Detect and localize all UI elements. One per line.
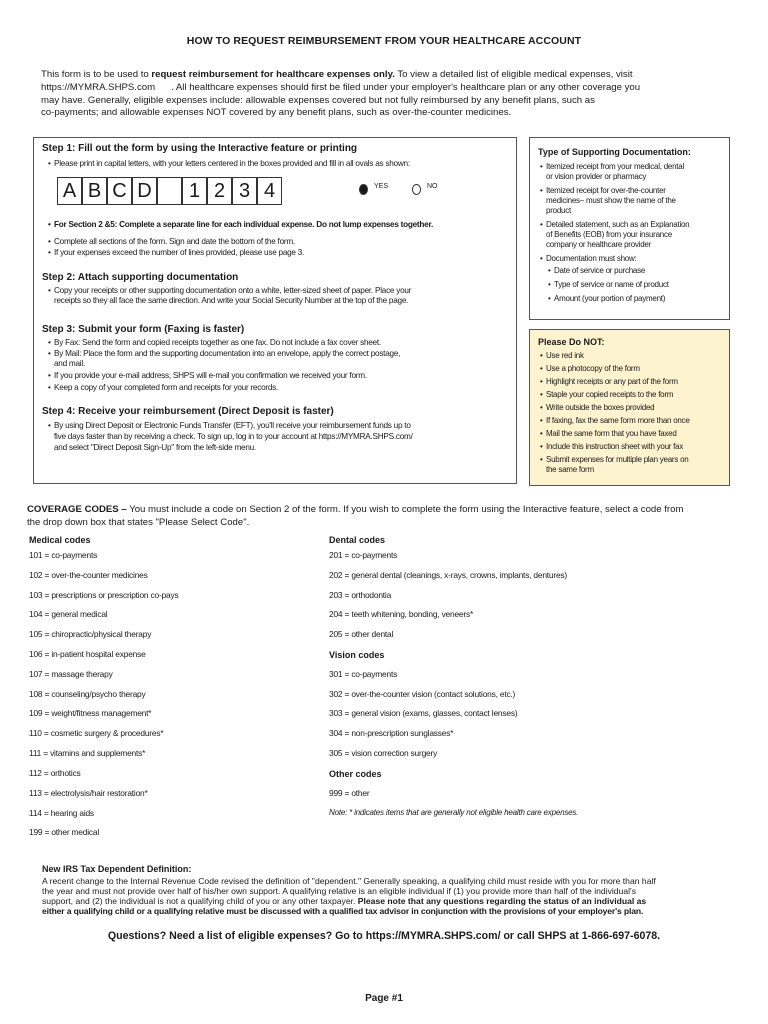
tax-line3 [42, 896, 742, 906]
step1-complete-note: • Complete all sections of the form. Sign and date the bottom of the form. [54, 237, 514, 247]
step3-email: • If you provide your e-mail address, SHPS will e-mail you confirmation we received your form. [54, 371, 514, 381]
tax-line3-text: support, and (2) the individual is not a qualifying child of you or any other taxpayer. [42, 896, 358, 906]
vision-code: 305 = vision correction surgery [329, 748, 438, 758]
other-code: 999 = other [329, 788, 370, 798]
coverage-text-cont: the drop down box that states "Please Select Code". [27, 516, 250, 528]
supporting-docs-box [529, 137, 730, 320]
vision-code: 304 = non-prescription sunglasses* [329, 728, 454, 738]
medical-code: 101 = co-payments [29, 550, 98, 560]
letter-box: 3 [232, 177, 257, 205]
support-item-cont: of Benefits (EOB) from your insurance [546, 230, 672, 239]
support-item: • Itemized receipt from your medical, dental [546, 162, 684, 172]
step3-copy: • Keep a copy of your completed form and receipts for your records. [54, 383, 514, 393]
support-item-cont: company or healthcare provider [546, 240, 652, 249]
intro-paragraph [41, 69, 731, 120]
do-not-item: • Include this instruction sheet with your fax [546, 442, 683, 452]
do-not-item: • Use a photocopy of the form [546, 364, 640, 374]
tax-line3-bold: Please note that any questions regarding the status of an individual as [357, 896, 647, 906]
do-not-item: • Highlight receipts or any part of the form [546, 377, 678, 387]
steps-box [33, 137, 517, 484]
dental-code: 203 = orthodontia [329, 590, 392, 600]
support-item-cont: or vision provider or pharmacy [546, 172, 647, 181]
yes-label: YES [374, 183, 389, 190]
letter-box: C [107, 177, 132, 205]
medical-code: 109 = weight/fitness management* [29, 708, 152, 718]
tax-heading: New IRS Tax Dependent Definition: [42, 864, 192, 874]
step4-heading: Step 4: Receive your reimbursement (Direct Deposit is faster) [42, 406, 334, 417]
step4-line2: five days faster than by receiving a check. To sign up, log in to your account at https://MYMRA.SHPS.com/ [54, 432, 413, 441]
support-sub-item: • Type of service or name of product [554, 280, 669, 290]
tax-line4: either a qualifying child or a qualifying relative must be discussed with a qualified tax advisor in conjunction with the provisions of your employer's plan. [42, 906, 644, 916]
medical-code: 107 = massage therapy [29, 669, 113, 679]
medical-code: 110 = cosmetic surgery & procedures* [29, 728, 164, 738]
no-label: NO [427, 183, 438, 190]
do-not-item: • Staple your copied receipts to the form [546, 390, 673, 400]
medical-code: 102 = over-the-counter medicines [29, 570, 148, 580]
medical-code: 106 = in-patient hospital expense [29, 649, 146, 659]
dental-code: 201 = co-payments [329, 550, 398, 560]
step3-heading: Step 3: Submit your form (Faxing is faster) [42, 324, 245, 335]
vision-code: 303 = general vision (exams, glasses, contact lenses) [329, 708, 518, 718]
medical-codes-heading: Medical codes [29, 535, 91, 545]
page-number: Page #1 [365, 993, 403, 1004]
do-not-item-cont: the same form [546, 465, 594, 474]
step3-mail-cont: and mail. [54, 359, 85, 368]
letter-box: 4 [257, 177, 282, 205]
dental-codes-heading: Dental codes [329, 535, 386, 545]
questions-line: Questions? Need a list of eligible expenses? Go to https://MYMRA.SHPS.com/ or call SHPS at 1-866-697-6078. [107, 930, 661, 942]
support-item-cont: product [546, 206, 571, 215]
step1-print-note: • Please print in capital letters, with your letters centered in the boxes provided and fill in all ovals as shown: [54, 159, 514, 169]
page-title: HOW TO REQUEST REIMBURSEMENT FROM YOUR HEALTHCARE ACCOUNT [186, 35, 582, 47]
step4-line3: and select "Direct Deposit Sign-Up" from the left-side menu. [54, 443, 256, 452]
intro-line2: . All healthcare expenses should first be filed under your employer's healthcare plan or any other coverage you [171, 81, 641, 93]
step3-mail: • By Mail: Place the form and the supporting documentation into an envelope, apply the correct postage, [54, 349, 514, 359]
step2-line2: receipts so they all face the same direction. And write your Social Security Number at the top of the page. [54, 296, 409, 305]
codes-note: Note: * indicates items that are generally not eligible health care expenses. [329, 808, 579, 817]
medical-code: 113 = electrolysis/hair restoration* [29, 788, 148, 798]
vision-code: 302 = over-the-counter vision (contact solutions, etc.) [329, 689, 516, 699]
letter-box: 2 [207, 177, 232, 205]
intro-url: https://MYMRA.SHPS.com [41, 81, 156, 93]
coverage-text: You must include a code on Section 2 of the form. If you wish to complete the form using the Interactive feature, select a code from [126, 504, 684, 515]
medical-code: 114 = hearing aids [29, 808, 94, 818]
medical-code: 111 = vitamins and supplements* [29, 748, 146, 758]
letter-box: D [132, 177, 157, 205]
filled-oval-icon [359, 184, 368, 195]
intro-post: To view a detailed list of eligible medical expenses, visit [394, 69, 633, 80]
tax-line1: A recent change to the Internal Revenue Code revised the definition of "dependent." Generally speaking, a qualifying child must reside with you for more than half [42, 876, 656, 886]
vision-codes-heading: Vision codes [329, 650, 385, 660]
tax-line2: the year and must not provide over half of his/her own support. A qualifying relative is an eligible individual if (1) you provide more than half of the individual's [42, 886, 636, 896]
step1-exceed-note: • If your expenses exceed the number of lines provided, please use page 3. [54, 248, 514, 258]
other-codes-heading: Other codes [329, 769, 382, 779]
do-not-item: • Use red ink [546, 351, 584, 361]
step4-line1: • By using Direct Deposit or Electronic Funds Transfer (EFT), you'll receive your reimbursement funds up to [54, 421, 514, 431]
intro-bold: request reimbursement for healthcare expenses only. [151, 69, 395, 80]
letter-box: 1 [182, 177, 207, 205]
medical-code: 104 = general medical [29, 609, 108, 619]
letter-box-spacer [282, 177, 330, 203]
support-heading: Type of Supporting Documentation: [538, 147, 691, 157]
dental-code: 204 = teeth whitening, bonding, veneers* [329, 609, 474, 619]
support-item: • Detailed statement, such as an Explanation [546, 220, 689, 230]
letter-box: A [57, 177, 82, 205]
intro-pre: This form is to be used to [41, 69, 152, 80]
coverage-heading: COVERAGE CODES – [27, 504, 127, 515]
step2-line1: • Copy your receipts or other supporting documentation onto a white, letter-sized sheet of paper. Place your [54, 286, 514, 296]
intro-line3: may have. Generally, eligible expenses include: allowable expenses covered but not fully reimbursed by any benefit plans, such as [41, 94, 595, 106]
medical-code: 105 = chiropractic/physical therapy [29, 629, 152, 639]
support-sub-item: • Amount (your portion of payment) [554, 294, 665, 304]
dental-code: 202 = general dental (cleanings, x-rays, crowns, implants, dentures) [329, 570, 568, 580]
dental-code: 205 = other dental [329, 629, 394, 639]
vision-code: 301 = co-payments [329, 669, 398, 679]
do-not-heading: Please Do NOT: [538, 337, 605, 347]
coverage-intro [27, 504, 757, 529]
support-item: • Itemized receipt for over-the-counter [546, 186, 666, 196]
support-sub-item: • Date of service or purchase [554, 266, 645, 276]
medical-code: 199 = other medical [29, 827, 99, 837]
support-item: • Documentation must show: [546, 254, 637, 264]
intro-line4: co-payments; and allowable expenses NOT covered by any benefit plans, such as over-the-counter medicines. [41, 107, 512, 119]
do-not-item: • If faxing, fax the same form more than once [546, 416, 690, 426]
step2-heading: Step 2: Attach supporting documentation [42, 272, 239, 283]
do-not-item: • Submit expenses for multiple plan years on [546, 455, 688, 465]
do-not-item: • Write outside the boxes provided [546, 403, 654, 413]
do-not-box [529, 329, 730, 486]
support-item-cont: medicines– must show the name of the [546, 196, 676, 205]
do-not-item: • Mail the same form that you have faxed [546, 429, 677, 439]
medical-code: 103 = prescriptions or prescription co-pays [29, 590, 179, 600]
step1-section-note: • For Section 2 &5: Complete a separate line for each individual expense. Do not lump expenses together. [54, 220, 516, 230]
letter-box: B [82, 177, 107, 205]
medical-code: 112 = orthotics [29, 768, 81, 778]
step3-fax: • By Fax: Send the form and copied receipts together as one fax. Do not include a fax cover sheet. [54, 338, 514, 348]
empty-oval-icon [412, 184, 421, 195]
step1-heading: Step 1: Fill out the form by using the Interactive feature or printing [42, 143, 358, 154]
medical-code: 108 = counseling/psycho therapy [29, 689, 146, 699]
letter-box [157, 177, 182, 205]
